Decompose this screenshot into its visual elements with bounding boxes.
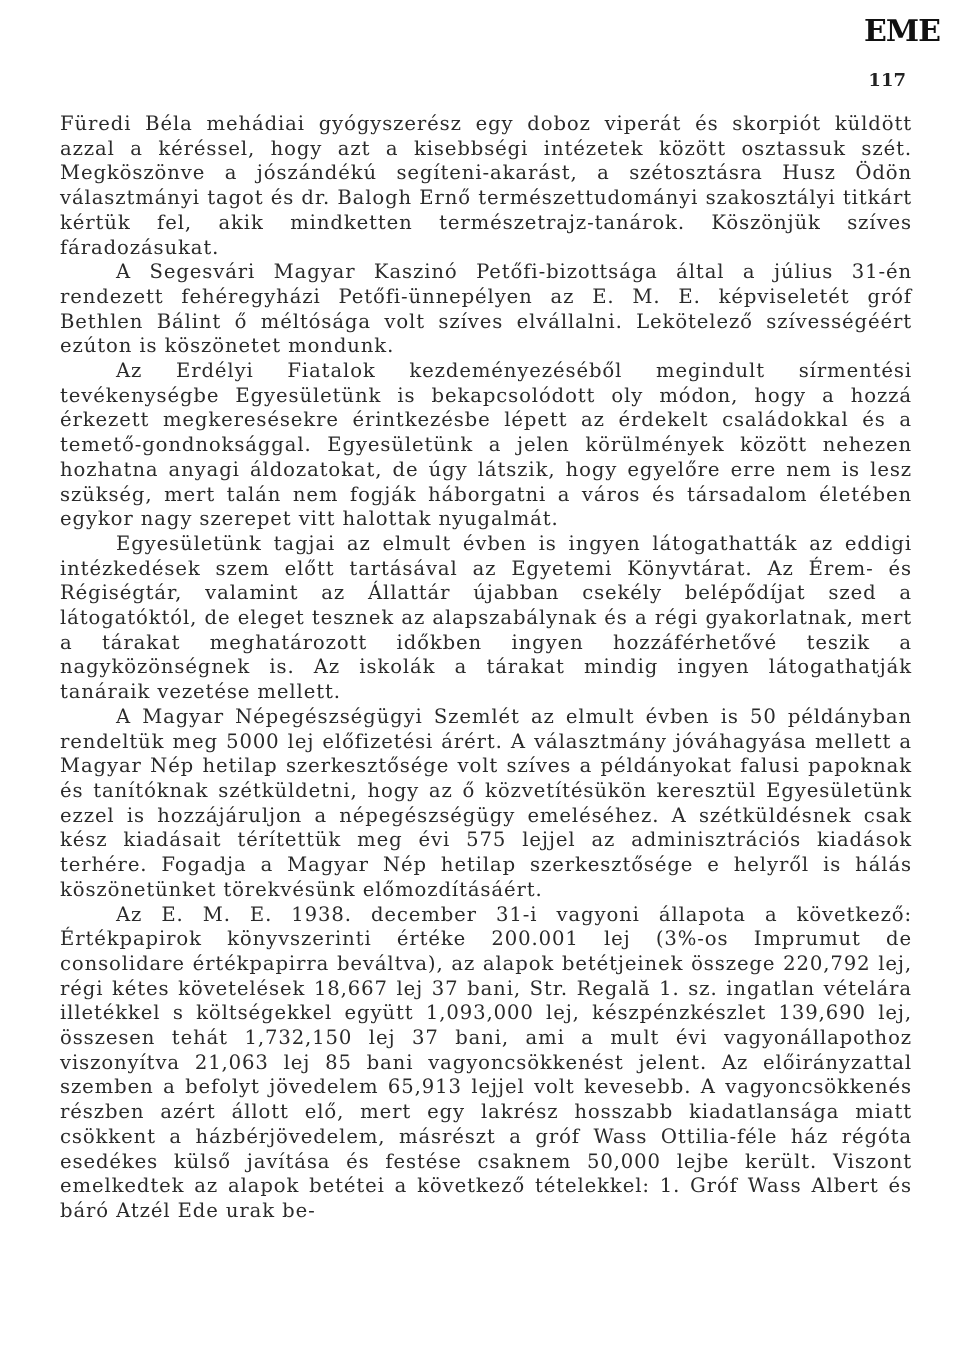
body-text <box>60 112 912 1224</box>
paragraph: Egyesületünk tagjai az elmult évben is ingyen látogathatták az eddigi intézkedések szem előtt tartásával az Egyetemi Könyvtárat. Az Érem- és Régiségtár, valamint az Állattár újabban csekély belépődíjat szed a látogatóktól, de eleget tesznek az alapszabálynak és a régi gyakorlatnak, mert a tárakat meghatározott időkben ingyen hozzáférhetővé teszik a nagyközönségnek is. Az iskolák a tárakat mindig ingyen látogathatják tanáraik vezetése mellett. <box>60 531 912 704</box>
paragraph: Az Erdélyi Fiatalok kezdeményezéséből megindult sírmentési tevékenységbe Egyesületünk is bekapcsolódott oly módon, hogy a hozzá érkezett megkeresésekre érintkezésbe lépett az érdekelt családokkal és a temető-gondnoksággal. Egyesületünk a jelen körülmények között nehezen hozhatna anyagi áldozatokat, de úgy látszik, hogy egyelőre erre nem is lesz szükség, mert talán nem fogják háborgatni a város és társadalom életében egykor nagy szerepet vitt halottak nyugalmát. <box>60 359 912 531</box>
paragraph: Füredi Béla mehádiai gyógyszerész egy doboz viperát és skorpiót küldött azzal a kéréssel, hogy azt a kisebbségi intézetek között osztassuk szét. Megköszönve a jószándékú segíteni-akarást, a szétosztásra Husz Ödön választmányi tagot és dr. Balogh Ernő természettudományi szakosztályi titkárt kértük fel, akik mindketten természetrajz-tanárok. Köszönjük szíves fáradozásukat. <box>60 112 912 259</box>
page-number: 117 <box>868 70 906 91</box>
eme-logo: EME <box>864 14 940 49</box>
paragraph: A Magyar Népegészségügyi Szemlét az elmult évben is 50 példányban rendeltük meg 5000 lej előfizetési árért. A választmány jóváhagyása mellett a Magyar Nép hetilap szerkesztősége volt szíves a példányokat falusi papoknak és tanítóknak szétküldetni, hogy az ő közvetítésükön keresztül Egyesületünk ezzel is hozzájáruljon a népegészségügy emeléséhez. A szétküldésnek csak kész kiadásait térítettük meg évi 575 lejjel az adminisztrációs kiadások terhére. Fogadja a Magyar Nép hetilap szerkesztősége e helyről is hálás köszönetünket törekvésünk előmozdításáért. <box>60 704 912 901</box>
paragraph: Az E. M. E. 1938. december 31-i vagyoni állapota a következő: Értékpapirok könyvszerinti értéke 200.001 lej (3%-os Imprumut de consolidare értékpapirra beváltva), az alapok betétjeinek összege 220,792 lej, régi kétes követelések 18,667 lej 37 bani, Str. Regală 1. sz. ingatlan vételára illetékkel s költségekkel együtt 1,093,000 lej, készpénzkészlet 139,690 lej, összesen tehát 1,732,150 lej 37 bani, ami a mult évi vagyonállapothoz viszonyítva 21,063 lej 85 bani vagyoncsökkenést jelent. Az előirányzattal szemben a befolyt jövedelem 65,913 lejjel volt kevesebb. A vagyoncsökkenés részben azért állott elő, mert egy lakrész hosszabb kiadatlansága miatt csökkent a házbérjövedelem, másrészt a gróf Wass Ottilia-féle ház régóta esedékes külső javítása és festése csaknem 50,000 lejbe került. Viszont emelkedtek az alapok betétei a következő tételekkel: 1. Gróf Wass Albert és báró Atzél Ede urak be- <box>60 902 912 1222</box>
paragraph: A Segesvári Magyar Kaszinó Petőfi-bizottsága által a július 31-én rendezett fehéregyházi Petőfi-ünnepélyen az E. M. E. képviseletét gróf Bethlen Bálint ő méltósága volt szíves elvállalni. Lekötelező szívességéért ezúton is köszönetet mondunk. <box>60 260 912 358</box>
